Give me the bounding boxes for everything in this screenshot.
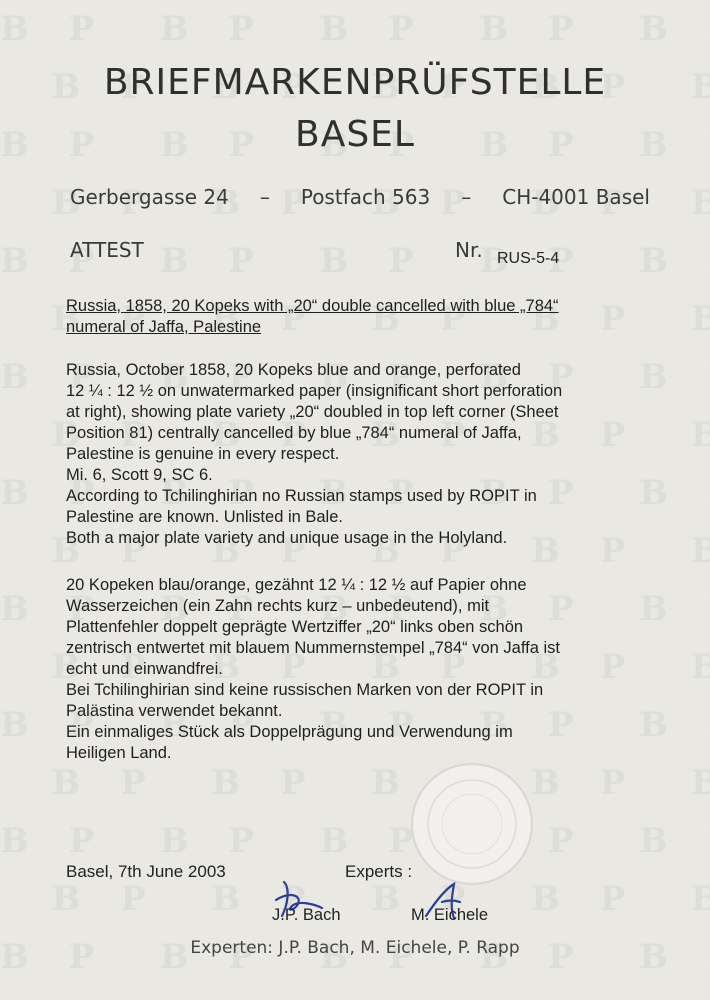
certificate-number-label: Nr. xyxy=(455,238,483,262)
description-english xyxy=(66,360,656,549)
text-line: Ein einmaliges Stück als Doppelprägung und Verwendung im xyxy=(66,723,513,741)
address-postbox: Postfach 563 xyxy=(300,185,431,209)
text-line: Wasserzeichen (ein Zahn rechts kurz – unbedeutend), mit xyxy=(66,597,490,615)
address-separator: – xyxy=(461,185,472,209)
attest-label: ATTEST xyxy=(70,238,144,262)
address-separator: – xyxy=(259,185,270,209)
text-line: Position 81) centrally cancelled by blue „784“ numeral of Jaffa, xyxy=(66,424,522,442)
issue-date: Basel, 7th June 2003 xyxy=(66,862,226,881)
certificate-headline xyxy=(66,296,656,338)
experts-list: Experten: J.P. Bach, M. Eichele, P. Rapp xyxy=(190,938,520,958)
signatory-eichele: M. Eichele xyxy=(411,906,489,924)
address-street: Gerbergasse 24 xyxy=(70,185,229,209)
text-line: zentrisch entwertet mit blauem Nummernstempel „784“ von Jaffa ist xyxy=(66,639,560,657)
text-line: Palestine is genuine in every respect. xyxy=(66,445,340,463)
text-line: Plattenfehler doppelt geprägte Wertziffer „20“ links oben schön xyxy=(66,618,524,636)
signatory-bach: J.P. Bach xyxy=(272,906,341,924)
description-german xyxy=(66,575,656,764)
text-line: Palestine are known. Unlisted in Bale. xyxy=(66,508,343,526)
headline-line: Russia, 1858, 20 Kopeks with „20“ double cancelled with blue „784“ xyxy=(66,297,559,315)
text-line: Mi. 6, Scott 9, SC 6. xyxy=(66,466,213,484)
text-line: 20 Kopeken blau/orange, gezähnt 12 ¼ : 12 ½ auf Papier ohne xyxy=(66,576,527,594)
institution-city-title: BASEL xyxy=(295,114,415,155)
institution-title: BRIEFMARKENPRÜFSTELLE xyxy=(103,62,607,103)
text-line: Palästina verwendet bekannt. xyxy=(66,702,283,720)
text-line: Both a major plate variety and unique usage in the Holyland. xyxy=(66,529,508,547)
text-line: Russia, October 1858, 20 Kopeks blue and orange, perforated xyxy=(66,361,521,379)
certificate-number: RUS-5-4 xyxy=(497,250,560,267)
embossed-seal-icon xyxy=(408,760,536,888)
institution-address xyxy=(70,185,650,209)
text-line: Bei Tchilinghirian sind keine russischen Marken von der ROPIT in xyxy=(66,681,544,699)
text-line: at right), showing plate variety „20“ doubled in top left corner (Sheet xyxy=(66,403,559,421)
text-line: echt und einwandfrei. xyxy=(66,660,223,678)
text-line: According to Tchilinghirian no Russian stamps used by ROPIT in xyxy=(66,487,537,505)
headline-line: numeral of Jaffa, Palestine xyxy=(66,318,262,336)
address-city: CH-4001 Basel xyxy=(502,185,650,209)
experts-label: Experts : xyxy=(345,862,413,881)
text-line: Heiligen Land. xyxy=(66,744,172,762)
text-line: 12 ¼ : 12 ½ on unwatermarked paper (insignificant short perforation xyxy=(66,382,563,400)
